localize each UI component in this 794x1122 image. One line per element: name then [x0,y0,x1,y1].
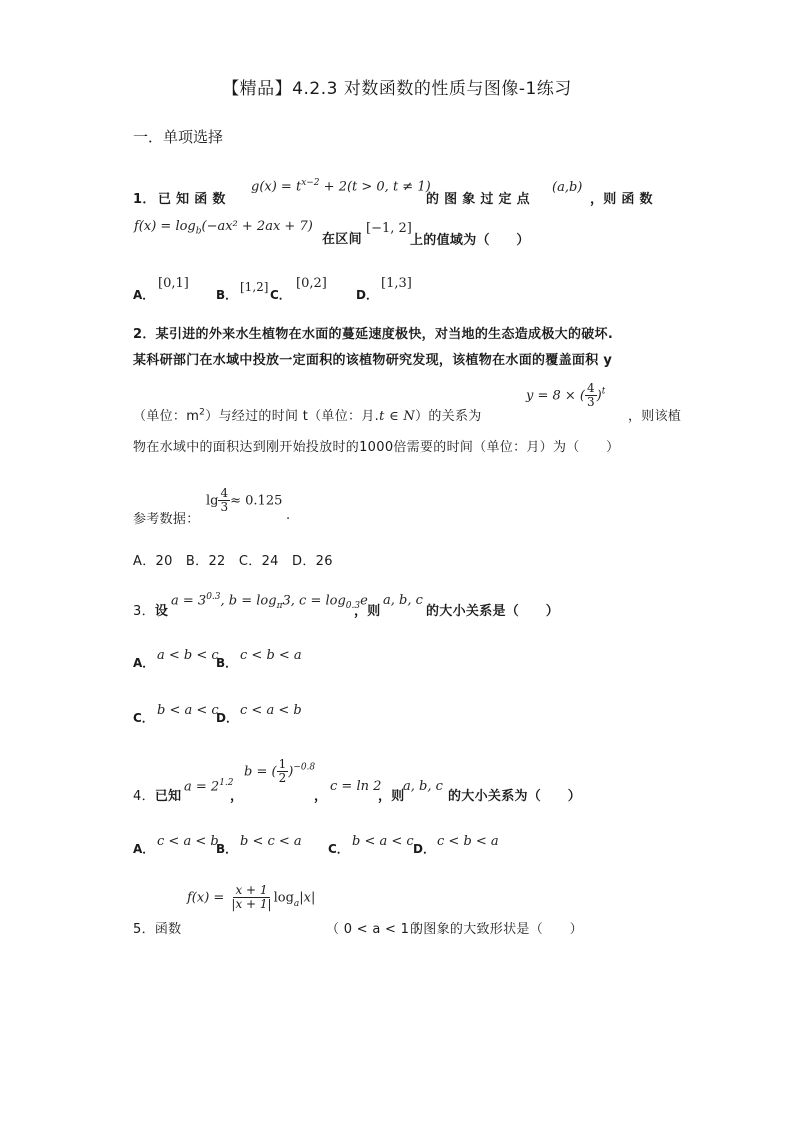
q4-variables: a, b, c [403,779,443,794]
q3-option-c-value: b < a < c [157,703,219,718]
q3-formula: $a = 3^{0.3}$, $b = \log_\pi 3$, $c = \log_{0.3}e$ [171,592,368,611]
q4-option-c-value: b < a < c [352,834,414,849]
q5-condition: （ 0 < a < 1 ） [326,922,427,937]
q5-ask: 的图象的大致形状是（ ） [410,922,583,937]
q4-option-d-label: D． [413,842,435,856]
q4-a-formula: $a = 2^{1.2}$ [184,778,234,795]
q4-number: 4．已知 [133,789,182,804]
q2-reference-formula: lg $\frac{4}{3}$ ≈ 0.125 [206,486,283,514]
q3-option-c-label: C． [133,711,154,725]
q2-line-2: 某科研部门在水域中投放一定面积的该植物研究发现，该植物在水面的覆盖面积 y [133,353,613,368]
q1-option-c-value: [0,2] [296,276,327,291]
q2-reference-label: 参考数据： [133,512,200,527]
q2-line-1: 2．某引进的外来水生植物在水面的蔓延速度极快，对当地的生态造成极大的破坏. [133,327,614,342]
q1-lead: 已 知 函 数 [158,192,226,207]
q4-b-formula: b = ( $\frac{1}{2}$ )$^{-0.8}$ [244,757,316,785]
q4-ask: 的大小关系为（ ） [448,789,582,804]
q3-option-a-value: a < b < c [157,648,219,663]
q1-ask: 上的值域为（ ） [410,233,530,248]
q3-number: 3．设 [133,604,169,619]
q4-option-a-label: A． [133,842,155,856]
q4-option-b-value: b < c < a [240,834,302,849]
q3-option-b-label: B． [216,656,238,670]
q1-f-formula: $f(x) = \log_b(-ax^2 + 2ax + 7)$ [134,219,313,237]
q3-option-d-label: D． [216,711,238,725]
q1-option-d-label: D． [356,288,378,302]
q3-ask: 的大小关系是（ ） [426,604,560,619]
q1-interval-lead: 在区间 [322,232,362,247]
q4-option-a-value: c < a < b [157,834,219,849]
q3-option-d-value: c < a < b [240,703,302,718]
q1-option-d-value: [1,3] [381,276,412,291]
q4-mid: ，则 [378,789,405,804]
q2-reference-dot: . [286,508,291,523]
q1-interval: [−1, 2] [366,221,412,236]
q3-option-a-label: A． [133,656,155,670]
q2-formula: y = 8 × ( $\frac{4}{3}$ )$^t$ [526,381,606,409]
q3-option-b-value: c < b < a [240,648,302,663]
q2-line-3-tail: ，则该植 [628,409,682,424]
q1-option-c-label: C． [270,288,291,302]
q2-options: A．20 B．22 C．24 D．26 [133,554,333,569]
q4-option-b-label: B． [216,842,238,856]
q4-c-formula: c = ln 2 [330,779,382,794]
q5-number: 5．函数 [133,922,182,937]
q1-option-b-label: B． [216,288,238,302]
q1-option-b-value: [1,2] [240,280,269,294]
q3-mid: ，则 [354,604,381,619]
q1-g-formula: $g(x) = t^{x-2} + 2(t > 0$, t ≠ 1) [251,178,431,195]
q1-option-a-value: [0,1] [158,276,189,291]
q1-tail: ，则 函 数 [590,192,653,207]
q3-variables: a, b, c [383,593,423,608]
q1-option-a-label: A． [133,288,155,302]
q1-mid: 的 图 象 过 定 点 [426,192,530,207]
document-title: 【精品】4.2.3 对数函数的性质与图像-1练习 [222,79,572,99]
q1-point: (a,b) [552,180,583,195]
q4-option-d-value: c < b < a [437,834,499,849]
section-heading: 一．单项选择 [133,128,224,146]
q5-formula: f(x) = $\frac{x + 1}{|x + 1|}$ $\log_a|x|$ [187,883,316,911]
q2-line-4: 物在水域中的面积达到刚开始投放时的1000倍需要的时间（单位：月）为（ ） [133,440,620,455]
q4-option-c-label: C． [328,842,349,856]
q1-number: 1． [133,192,156,207]
q2-line-3: （单位：$m^2$）与经过的时间 t（单位：月.t ∈ N）的关系为 [133,407,482,424]
